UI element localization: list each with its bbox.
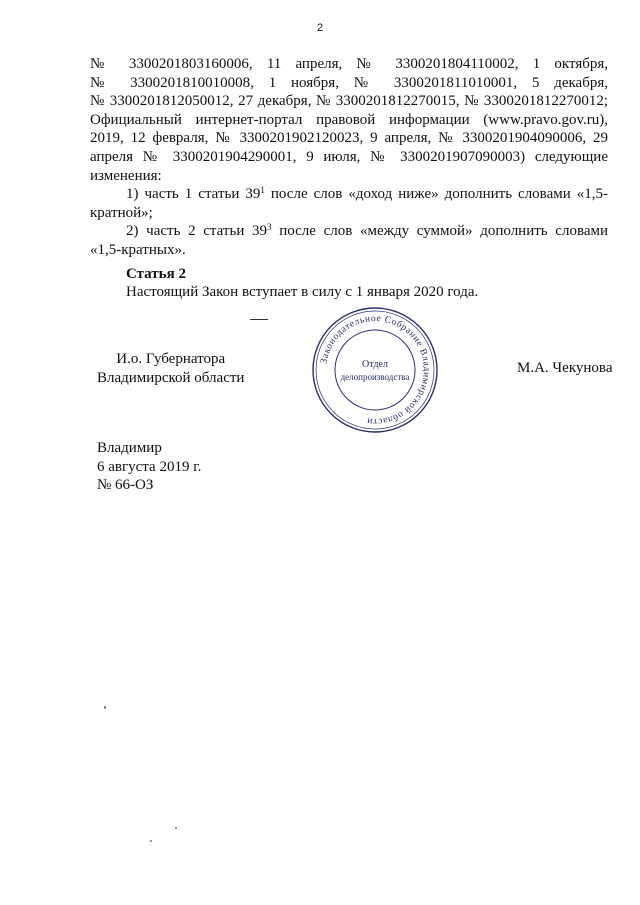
- amendment-item-1-text: 1) часть 1 статьи 39: [126, 186, 261, 203]
- amendment-item-2: [90, 222, 608, 241]
- official-stamp: [310, 305, 440, 435]
- position-line: И.о. Губернатора: [116, 351, 226, 367]
- body-line: Официальный интернет-портал правовой информации (www.pravo.gov.ru),: [90, 111, 608, 128]
- article-text: Настоящий Закон вступает в силу с 1 января 2020 года.: [126, 284, 479, 300]
- amendment-item-1-rest: после слов «доход ниже» дополнить словами «1,5-: [264, 186, 609, 203]
- footer-city: Владимир: [97, 440, 162, 456]
- stamp-ring-text: Законодательное Собрание Владимирской области: [319, 313, 432, 427]
- stamp-inner-ring: [335, 330, 415, 410]
- footer-date: 6 августа 2019 г.: [97, 458, 202, 475]
- amendment-item-2-text: 2) часть 2 статьи 39: [126, 223, 268, 240]
- body-line: № 3300201810010008, 1 ноября, № 3300201811010001, 5 декабря,: [90, 74, 608, 91]
- stamp-center-line-1: Отдел: [362, 359, 388, 370]
- amendment-item-1: [90, 185, 608, 204]
- signatory-position: [97, 350, 244, 388]
- superscript-index: 1: [260, 185, 265, 196]
- stamp-outer-ring: [313, 308, 437, 432]
- article-heading: Статья 2: [126, 266, 186, 282]
- page-number: 2: [316, 22, 324, 34]
- body-line: 2019, 12 февраля, № 3300201902120023, 9 апреля, № 3300201904090006, 29: [90, 130, 608, 147]
- scan-speck: [104, 706, 106, 709]
- footer-number: № 66-ОЗ: [97, 477, 154, 493]
- scan-speck: [150, 840, 152, 842]
- amendment-item-2-rest: после слов «между суммой» дополнить словами: [271, 223, 609, 240]
- stamp-svg: [310, 305, 440, 435]
- body-line: № 3300201803160006, 11 апреля, № 3300201804110002, 1 октября,: [90, 56, 608, 72]
- document-footer: [97, 439, 201, 495]
- amendment-item-2-continuation: «1,5-кратных».: [90, 241, 186, 258]
- stamp-outer-ring-inner: [316, 311, 434, 429]
- signatory-name: М.А. Чекунова: [517, 360, 613, 376]
- body-line: апреля № 3300201904290001, 9 июля, № 3300201907090003) следующие: [90, 148, 608, 165]
- superscript-index: 3: [267, 222, 272, 233]
- law-amendment-text: [90, 55, 608, 260]
- amendment-item-1-continuation: кратной»;: [90, 204, 153, 221]
- position-line: Владимирской области: [97, 370, 245, 386]
- scan-speck: [175, 827, 177, 829]
- stamp-center-line-2: делопроизводства: [340, 372, 410, 382]
- signature-dash: [250, 319, 268, 320]
- body-line: № 3300201812050012, 27 декабря, № 3300201812270015, № 3300201812270012;: [90, 93, 608, 110]
- body-line: изменения:: [90, 167, 162, 184]
